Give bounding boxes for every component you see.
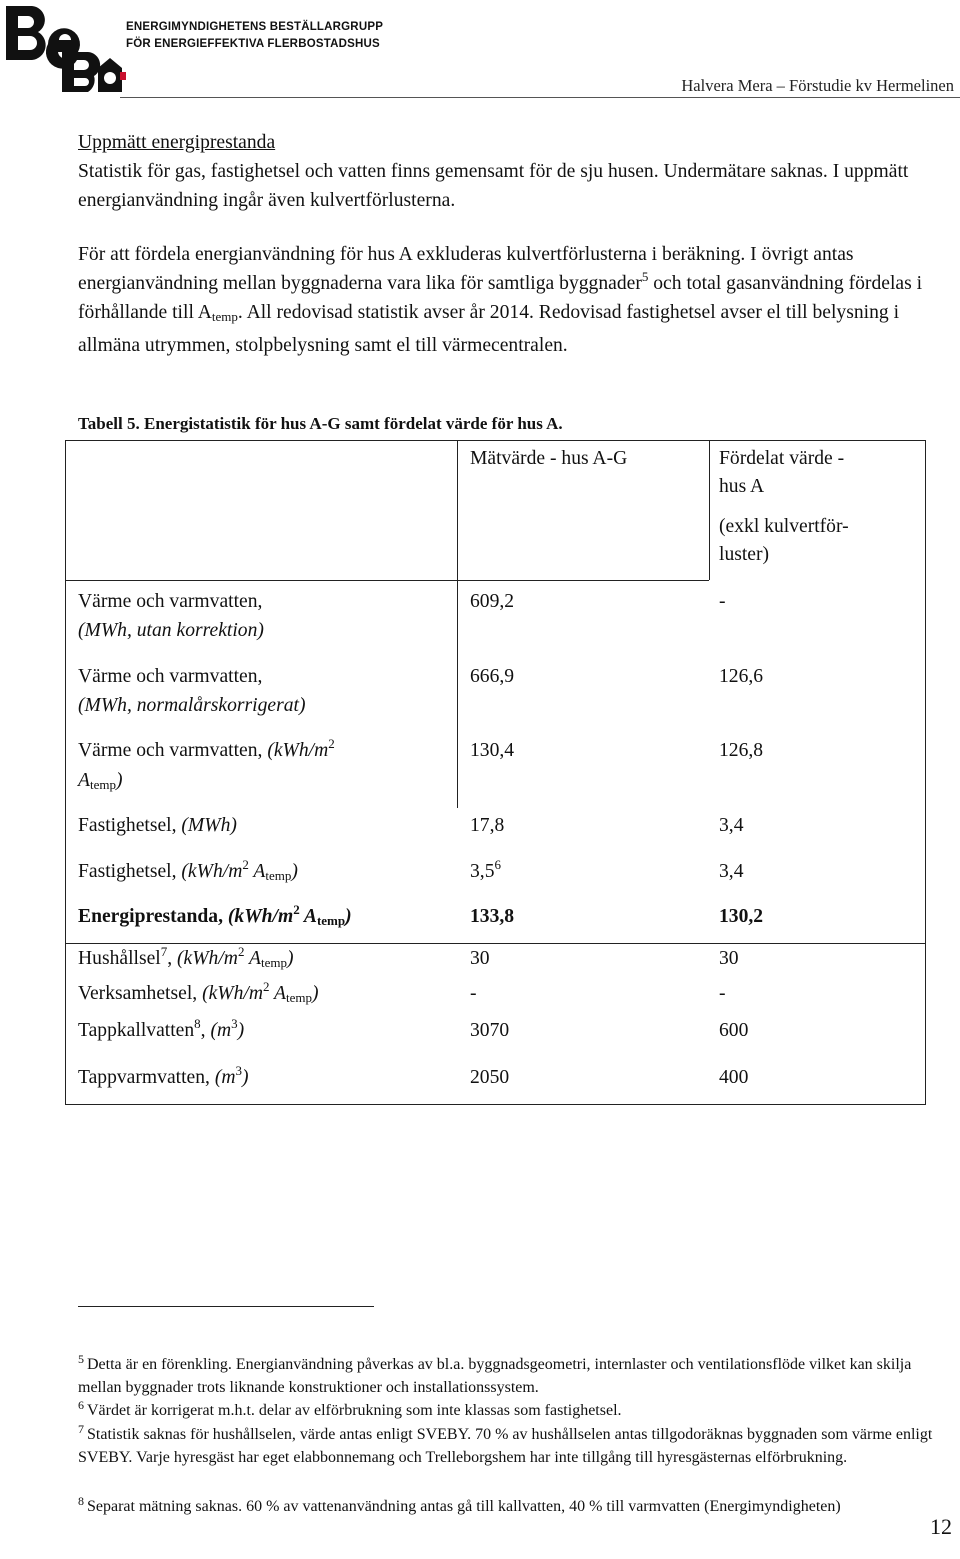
document-title: Halvera Mera – Förstudie kv Hermelinen [681,76,954,95]
bebo-logo [2,2,128,94]
row-value-allocated: - [719,983,726,1004]
table-row-divider [66,580,709,581]
row-label: Värme och varmvatten, ($kWh/m^2$ [78,736,335,761]
row-value-measured: 2050 [470,1067,510,1088]
table-col-divider [709,441,710,580]
row-value-allocated: 126,8 [719,740,764,761]
row-value-measured: 130,4 [470,740,515,761]
table-col-divider [457,441,458,808]
row-value-allocated: 30 [719,948,739,969]
org-name-line2: FÖR ENERGIEFFEKTIVA FLERBOSTADSHUS [126,38,380,50]
footnote-5: $^5$ Detta är en förenkling. Energianvändning påverkas av bl.a. byggnadsgeometri, internlaster och ventilationsflöde vilket kan skilja mellan byggnader trots liknande konstruktioner och installationssystem. [78,1352,912,1396]
footnote-ref-7: 7 [160,944,168,959]
row-label: Tappvarmvatten, $(m^3)$ [78,1063,249,1088]
paragraph-1: Statistik för gas, fastighetsel och vatten finns gemensamt för de sju husen. Undermätare saknas. I uppmätt energianvändning ingår även kulvertförlusterna. [78,161,909,211]
col-header-allocated-l3: (exkl kulvertför- [719,516,849,537]
paragraph-2-text-b: och total gasanvändning fördelas i förhållande till A [78,273,923,323]
col-header-allocated-l2: hus A [719,476,765,497]
row-label: Värme och varmvatten, [78,666,263,687]
row-label-energy-performance: Energiprestanda, ($kWh/m^2$ $A_{temp}$) [78,902,352,928]
row-value-allocated: 126,6 [719,666,764,687]
table-caption: Tabell 5. Energistatistik för hus A-G samt fördelat värde för hus A. [78,414,563,433]
section-heading: Uppmätt energiprestanda [78,132,276,153]
row-label: Verksamhetsel, ($kWh/m^2$ $A_{temp}$) [78,979,319,1005]
footnote-divider [78,1306,374,1307]
row-label: Hushållsel$^7$, ($kWh/m^2$ $A_{temp}$) [78,944,294,970]
row-value-allocated: 3,4 [719,861,744,882]
row-label-unit: (MWh, utan korrektion) [78,620,264,641]
footnote-ref-5[interactable]: 5 [641,269,649,284]
row-value-measured: $3,5^6$ [470,857,501,882]
header-divider [120,97,960,98]
footnote-8: $^8$ Separat mätning saknas. 60 % av vattenanvändning antas gå till kallvatten, 40 % till varmvatten (Energimyndigheten) [78,1494,841,1515]
row-label: Tappkallvatten$^8$, $(m^3)$ [78,1016,245,1041]
row-value-allocated: 3,4 [719,815,744,836]
row-value-measured: 17,8 [470,815,505,836]
org-name-line1: ENERGIMYNDIGHETENS BESTÄLLARGRUPP [126,21,384,33]
row-label-unit: (MWh, normalårskorrigerat) [78,695,306,716]
footnote-ref-6: 6 [494,857,501,872]
row-value-allocated: - [719,591,726,612]
subscript-temp: temp [211,309,238,324]
paragraph-2-text-a: För att fördela energianvändning för hus A exkluderas kulvertförlusterna i beräkning. I övrigt antas energianvändning mellan byggnaderna vara lika för samtliga byggnader [78,244,854,294]
table-row-divider [66,943,925,944]
row-value-measured: - [470,983,477,1004]
row-value-measured: 3070 [470,1020,510,1041]
page-number: 12 [930,1514,952,1539]
col-header-measured: Mätvärde - hus A-G [470,448,628,469]
row-label: Fastighetsel, (MWh) [78,815,237,836]
row-value-measured: 666,9 [470,666,515,687]
paragraph-2-text-c: . All redovisad statistik avser år 2014. Redovisad fastighetsel avser el till belysning i allmäna utrymmen, stolpbelysning samt el till värmecentralen. [78,302,900,356]
col-header-allocated-l1: Fördelat värde - [719,448,845,469]
row-value-measured: 609,2 [470,591,515,612]
row-value-measured: 133,8 [470,906,515,927]
row-label-unit: $A_{temp}$) [78,770,123,792]
row-label: Fastighetsel, ($kWh/m^2$ $A_{temp}$) [78,857,298,883]
row-value-allocated: 130,2 [719,906,764,927]
row-label: Värme och varmvatten, [78,591,263,612]
col-header-allocated-l4: luster) [719,544,770,565]
row-value-allocated: 600 [719,1020,749,1041]
row-value-measured: 30 [470,948,490,969]
footnote-7: $^7$ Statistik saknas för hushållselen, värde antas enligt SVEBY. 70 % av hushållselen antas tillgodoräknas byggnaden som värme enligt SVEBY. Varje hyresgäst har eget elabbonnemang och Trelleborgshem har inte tillgång till hyresgästernas elförbrukning. [78,1422,933,1466]
footnote-6: $^6$ Värdet är korrigerat m.h.t. delar av elförbrukning som inte klassas som fastighetsel. [78,1398,622,1419]
footnote-ref-8: 8 [194,1016,201,1031]
paragraph-2 [78,240,953,360]
row-value-allocated: 400 [719,1067,749,1088]
bebo-logo-graphic [2,2,128,94]
section-block [78,128,953,215]
energy-table [65,440,926,1105]
